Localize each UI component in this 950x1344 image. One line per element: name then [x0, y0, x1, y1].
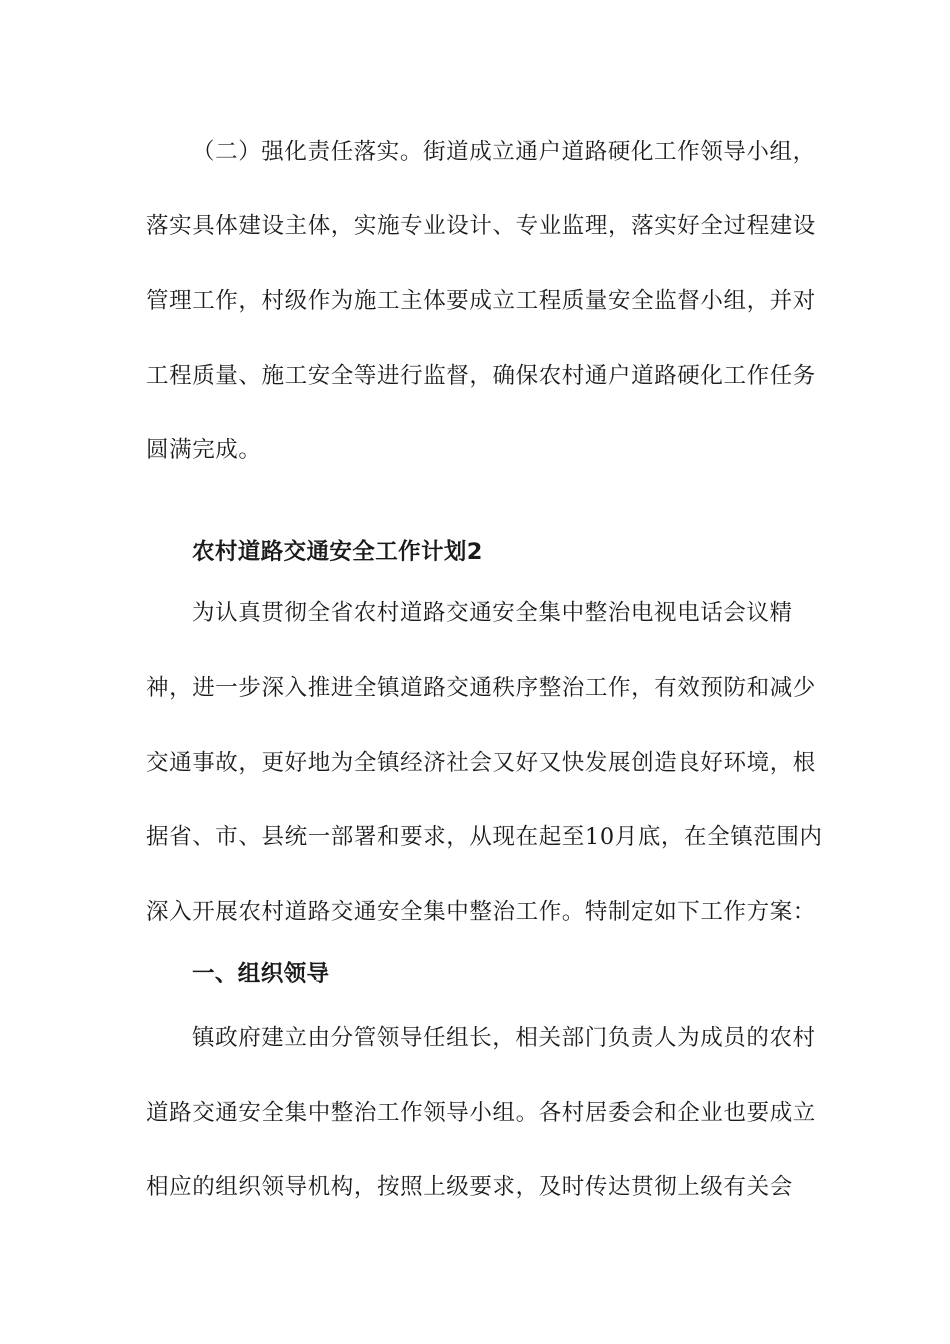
- paragraph-2-line-3: 交通事故，更好地为全镇经济社会又好又快发展创造良好环境，根: [146, 750, 816, 776]
- paragraph-2-line-2: 神，进一步深入推进全镇道路交通秩序整治工作，有效预防和减少: [146, 675, 816, 701]
- paragraph-1-line-1: （二）强化责任落实。街道成立通户道路硬化工作领导小组，: [192, 139, 816, 165]
- paragraph-1-line-5: 圆满完成。: [146, 437, 262, 463]
- heading-organization-leadership: 一、组织领导: [192, 961, 330, 987]
- paragraph-1-line-2: 落实具体建设主体，实施专业设计、专业监理，落实好全过程建设: [146, 213, 816, 239]
- paragraph-3-line-2: 道路交通安全集中整治工作领导小组。各村居委会和企业也要成立: [146, 1100, 816, 1126]
- paragraph-1-line-4: 工程质量、施工安全等进行监督，确保农村通户道路硬化工作任务: [146, 363, 816, 389]
- paragraph-3-line-1: 镇政府建立由分管领导任组长，相关部门负责人为成员的农村: [192, 1025, 816, 1051]
- paragraph-2-line-4: 据省、市、县统一部署和要求，从现在起至10月底，在全镇范围内: [146, 824, 823, 850]
- section-title: 农村道路交通安全工作计划2: [192, 539, 483, 565]
- paragraph-2-line-1: 为认真贯彻全省农村道路交通安全集中整治电视电话会议精: [192, 600, 793, 626]
- paragraph-1-line-3: 管理工作，村级作为施工主体要成立工程质量安全监督小组，并对: [146, 288, 816, 314]
- paragraph-2-line-5: 深入开展农村道路交通安全集中整治工作。特制定如下工作方案：: [146, 899, 816, 925]
- paragraph-3-line-3: 相应的组织领导机构，按照上级要求，及时传达贯彻上级有关会: [146, 1174, 793, 1200]
